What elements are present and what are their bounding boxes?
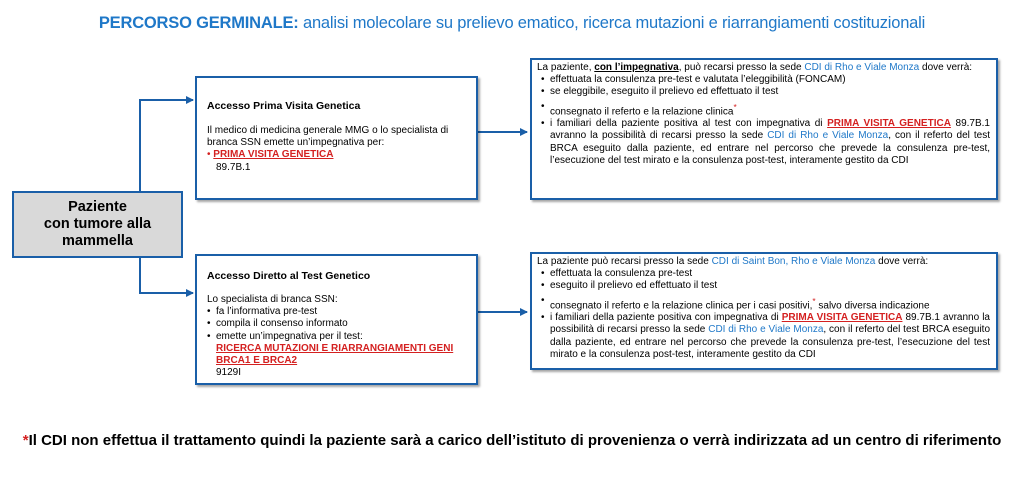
bottom-right-intro: La paziente può recarsi presso la sede CDI di Saint Bon, Rho e Viale Monza dove verrà: [537, 256, 929, 267]
list-item: • consegnato il referto e la relazione clinica* [541, 101, 990, 119]
prima-visita-link[interactable]: PRIMA VISITA GENETICA [213, 149, 334, 161]
list-item: • i familiari della paziente positiva al test con impegnativa di PRIMA VISITA GENETICA 89.7B.1 avranno la possibilità di recarsi presso la sede CDI di Rho e Viale Monza, con il referto del test BRCA eseguito dalla paziente, ed entrare nel percorso che prevede la consulenza pre-test, l’esecuzione del test mirato e la consulenza post-test, interamente gestito da CDI [541, 118, 990, 167]
list-item: • effettuata la consulenza pre-test [541, 268, 990, 280]
cdi-rho-monza-link[interactable]: CDI di Rho e Viale Monza [767, 130, 889, 142]
bullet: • [207, 149, 214, 161]
cdi-rho-monza-link[interactable]: CDI di Rho e Viale Monza [708, 324, 824, 336]
top-right-list [541, 74, 990, 167]
list-item: • consegnato il referto e la relazione clinica per i casi positivi,* salvo diversa indicazione [541, 295, 990, 313]
footnote-text: Il CDI non effettua il trattamento quindi la paziente sarà a carico dell’istituto di provenienza o verrà indirizzata ad un centro di riferimento [28, 432, 1002, 449]
list-item: • fa l’informativa pre-test [207, 306, 466, 318]
list-item: • i familiari della paziente positiva con impegnativa di PRIMA VISITA GENETICA 89.7B.1 avranno la possibilità di recarsi presso la sede CDI di Rho e Viale Monza, con il referto del test BRCA eseguito dalla paziente, ed entrare nel percorso che prevede la consulenza pre-test, l’esecuzione del test mirato e la consulenza post-test, interamente gestito da CDI [541, 312, 990, 361]
arrow-patient-to-direct [140, 254, 193, 293]
prima-visita-link[interactable]: PRIMA VISITA GENETICA [781, 312, 903, 324]
footnote [0, 431, 1024, 450]
visit-access-title: Accesso Prima Visita Genetica [207, 100, 361, 112]
list-item: • se eleggibile, eseguito il prelievo ed effettuato il test [541, 86, 990, 98]
asterisk: * [812, 295, 816, 306]
asterisk: * [733, 101, 737, 112]
visit-access-box [195, 76, 478, 200]
list-item: • emette un’impegnativa per il test: [207, 331, 466, 343]
ricerca-mutazioni-link[interactable]: RICERCA MUTAZIONI E RIARRANGIAMENTI GENI BRCA1 E BRCA2 [216, 342, 454, 367]
direct-access-list [207, 306, 466, 343]
title-bold: PERCORSO GERMINALE: [98, 14, 299, 32]
patient-line-1: Paziente [68, 199, 127, 215]
prima-visita-link[interactable]: PRIMA VISITA GENETICA [827, 118, 951, 130]
patient-box [12, 191, 183, 258]
direct-access-box [195, 254, 478, 385]
arrow-patient-to-visit [140, 100, 193, 191]
impegnativa-emphasis: con l’impegnativa [594, 62, 679, 73]
direct-access-intro: Lo specialista di branca SSN: [207, 294, 338, 305]
visit-access-code: 89.7B.1 [216, 161, 251, 173]
list-item: • eseguito il prelievo ed effettuato il test [541, 280, 990, 292]
footnote-asterisk: * [22, 432, 29, 449]
direct-access-code: 9129I [216, 367, 242, 379]
visit-access-text: Il medico di medicina generale MMG o lo specialista di branca SSN emette un’impegnativa per: [207, 125, 449, 149]
top-right-info-box [530, 58, 998, 200]
bottom-right-info-box [530, 252, 998, 370]
patient-line-2: con tumore alla [43, 216, 152, 232]
list-item: • compila il consenso informato [207, 318, 466, 330]
cdi-saint-bon-link[interactable]: CDI di Saint Bon, Rho e Viale Monza [711, 256, 876, 267]
patient-line-3: mammella [62, 233, 133, 249]
direct-access-title: Accesso Diretto al Test Genetico [207, 270, 371, 282]
bottom-right-list [541, 268, 990, 361]
title-rest: analisi molecolare su prelievo ematico, ricerca mutazioni e riarrangiamenti costituzionali [298, 14, 926, 32]
list-item: • effettuata la consulenza pre-test e valutata l’eleggibilità (FONCAM) [541, 74, 990, 86]
cdi-rho-monza-link[interactable]: CDI di Rho e Viale Monza [804, 62, 920, 73]
top-right-intro: La paziente, con l’impegnativa, può recarsi presso la sede CDI di Rho e Viale Monza dove verrà: [537, 62, 973, 73]
